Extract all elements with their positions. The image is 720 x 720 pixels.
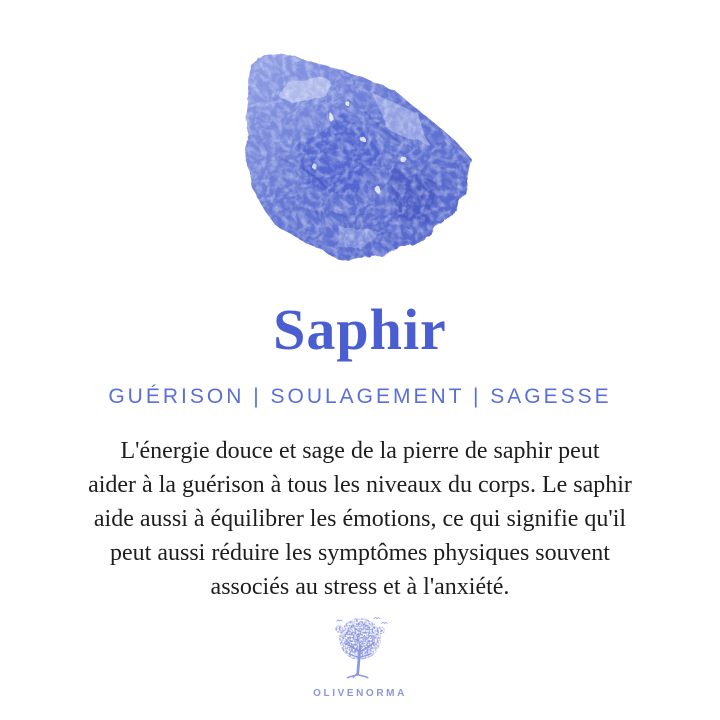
tree-of-life-icon xyxy=(329,611,391,687)
description-line: aide aussi à équilibrer les émotions, ce qui signifie qu'il xyxy=(93,506,627,532)
sapphire-stone-image xyxy=(241,48,479,262)
page-title: Saphir xyxy=(273,297,447,362)
brand-name: OLIVENORMA xyxy=(313,688,407,699)
description-line: associés au stress et à l'anxiété. xyxy=(210,574,510,600)
description-line: aider à la guérison à tous les niveaux du corps. Le saphir xyxy=(88,472,632,498)
description-line: peut aussi réduire les symptômes physiques souvent xyxy=(110,540,610,566)
description-paragraph xyxy=(10,434,710,604)
description-line: L'énergie douce et sage de la pierre de saphir peut xyxy=(120,438,600,464)
keywords-tagline: GUÉRISON | SOULAGEMENT | SAGESSE xyxy=(108,385,612,408)
